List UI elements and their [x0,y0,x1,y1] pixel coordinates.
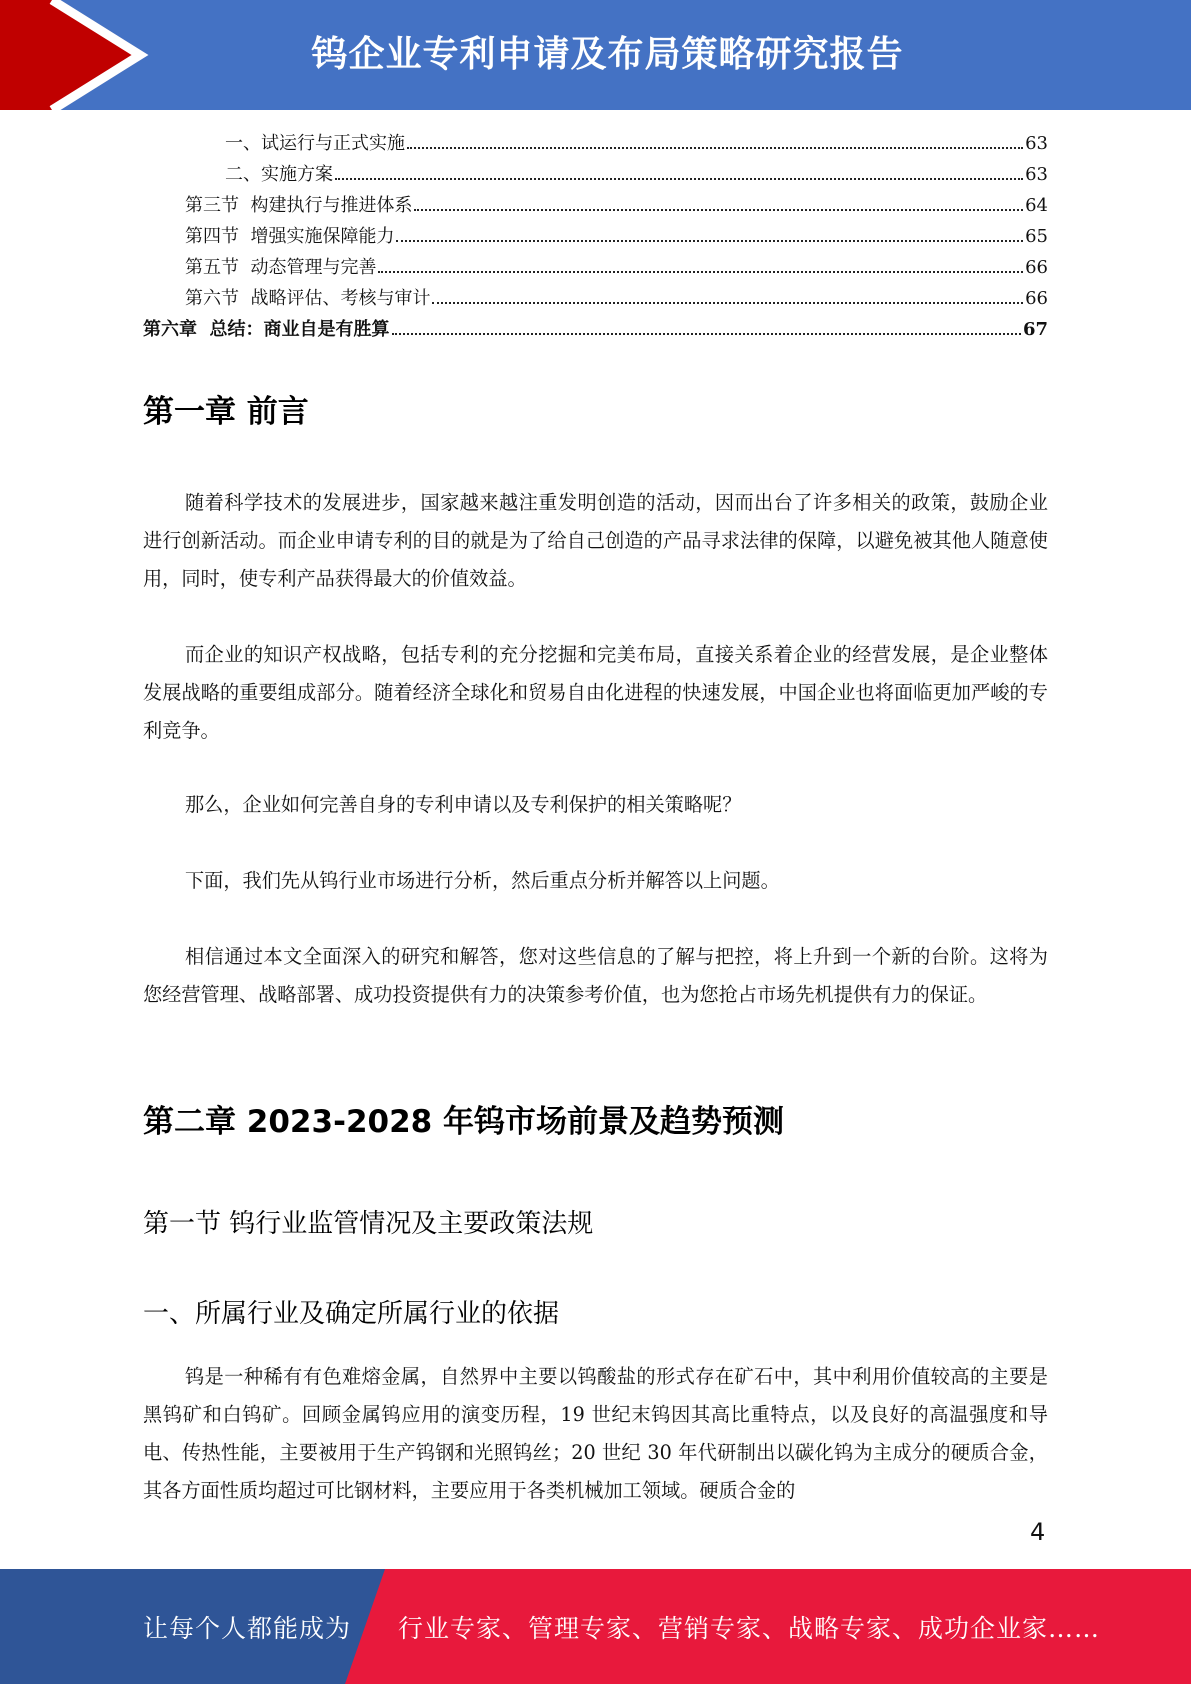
toc-entry[interactable] [143,221,1048,252]
toc-dot-leader [432,302,1023,304]
toc-entry-page: 66 [1025,257,1048,278]
toc-entry[interactable] [143,283,1048,314]
toc-dot-leader [414,209,1023,211]
toc-dot-leader [396,240,1023,242]
toc-entry-label: 二、实施方案 [225,164,333,185]
toc-entry-label: 第六章 总结：商业自是有胜算 [143,319,390,340]
toc-entry-page: 63 [1025,164,1048,185]
toc-entry-page: 63 [1025,133,1048,154]
toc-entry-label: 第四节 增强实施保障能力 [185,226,395,247]
toc-entry[interactable] [143,159,1048,190]
toc-entry[interactable] [143,252,1048,283]
chapter-1-paragraph: 随着科学技术的发展进步，国家越来越注重发明创造的活动，因而出台了许多相关的政策，鼓励企业进行创新活动。而企业申请专利的目的就是为了给自己创造的产品寻求法律的保障，以避免被其他人随意使用，同时，使专利产品获得最大的价值效益。 [143,491,1048,590]
subsection-1-title: 一、所属行业及确定所属行业的依据 [143,1299,560,1329]
toc-entry-page: 66 [1025,288,1048,309]
chapter-1-paragraph: 相信通过本文全面深入的研究和解答，您对这些信息的了解与把控，将上升到一个新的台阶。这将为您经营管理、战略部署、成功投资提供有力的决策参考价值，也为您抢占市场先机提供有力的保证。 [143,945,1048,1006]
chapter-2-title: 第二章 2023-2028 年钨市场前景及趋势预测 [143,1104,785,1140]
toc-entry-page: 67 [1022,319,1048,340]
toc-entry-page: 64 [1025,195,1048,216]
toc-entry-label: 第三节 构建执行与推进体系 [185,195,413,216]
page-footer [0,1569,1191,1684]
page-number: 4 [1030,1518,1046,1546]
footer-slogan-left: 让每个人都能成为 [143,1614,352,1643]
toc-entry[interactable] [143,128,1048,159]
toc-dot-leader [407,147,1023,149]
table-of-contents [143,128,1048,345]
toc-entry-label: 第六节 战略评估、考核与审计 [185,288,431,309]
page-header [0,0,1191,110]
toc-entry-chapter[interactable] [143,314,1048,345]
section-1-title: 第一节 钨行业监管情况及主要政策法规 [143,1209,594,1239]
toc-dot-leader [378,271,1023,273]
chapter-1-paragraph: 下面，我们先从钨行业市场进行分析，然后重点分析并解答以上问题。 [185,869,780,892]
toc-entry-page: 65 [1025,226,1048,247]
footer-slogan-right: 行业专家、管理专家、营销专家、战略专家、成功企业家…… [398,1614,1101,1643]
chapter-2-paragraph: 钨是一种稀有有色难熔金属，自然界中主要以钨酸盐的形式存在矿石中，其中利用价值较高的主要是黑钨矿和白钨矿。回顾金属钨应用的演变历程，19 世纪末钨因其高比重特点，以及良好的高温强度和导电、传热性能，主要被用于生产钨钢和光照钨丝；20 世纪 30 年代研制出以碳化钨为主成分的硬质合金，其各方面性质均超过可比钢材料，主要应用于各类机械加工领域。硬质合金的 [143,1365,1048,1502]
toc-dot-leader [335,178,1023,180]
toc-entry[interactable] [143,190,1048,221]
toc-entry-label: 第五节 动态管理与完善 [185,257,377,278]
chapter-1-paragraph: 那么，企业如何完善自身的专利申请以及专利保护的相关策略呢？ [185,793,742,816]
chapter-1-paragraph: 而企业的知识产权战略，包括专利的充分挖掘和完美布局，直接关系着企业的经营发展，是企业整体发展战略的重要组成部分。随着经济全球化和贸易自由化进程的快速发展，中国企业也将面临更加严峻的专利竞争。 [143,643,1048,742]
header-title: 钨企业专利申请及布局策略研究报告 [311,34,904,75]
chapter-1-title: 第一章 前言 [143,394,309,430]
toc-entry-label: 一、试运行与正式实施 [225,133,405,154]
toc-dot-leader [392,333,1021,335]
